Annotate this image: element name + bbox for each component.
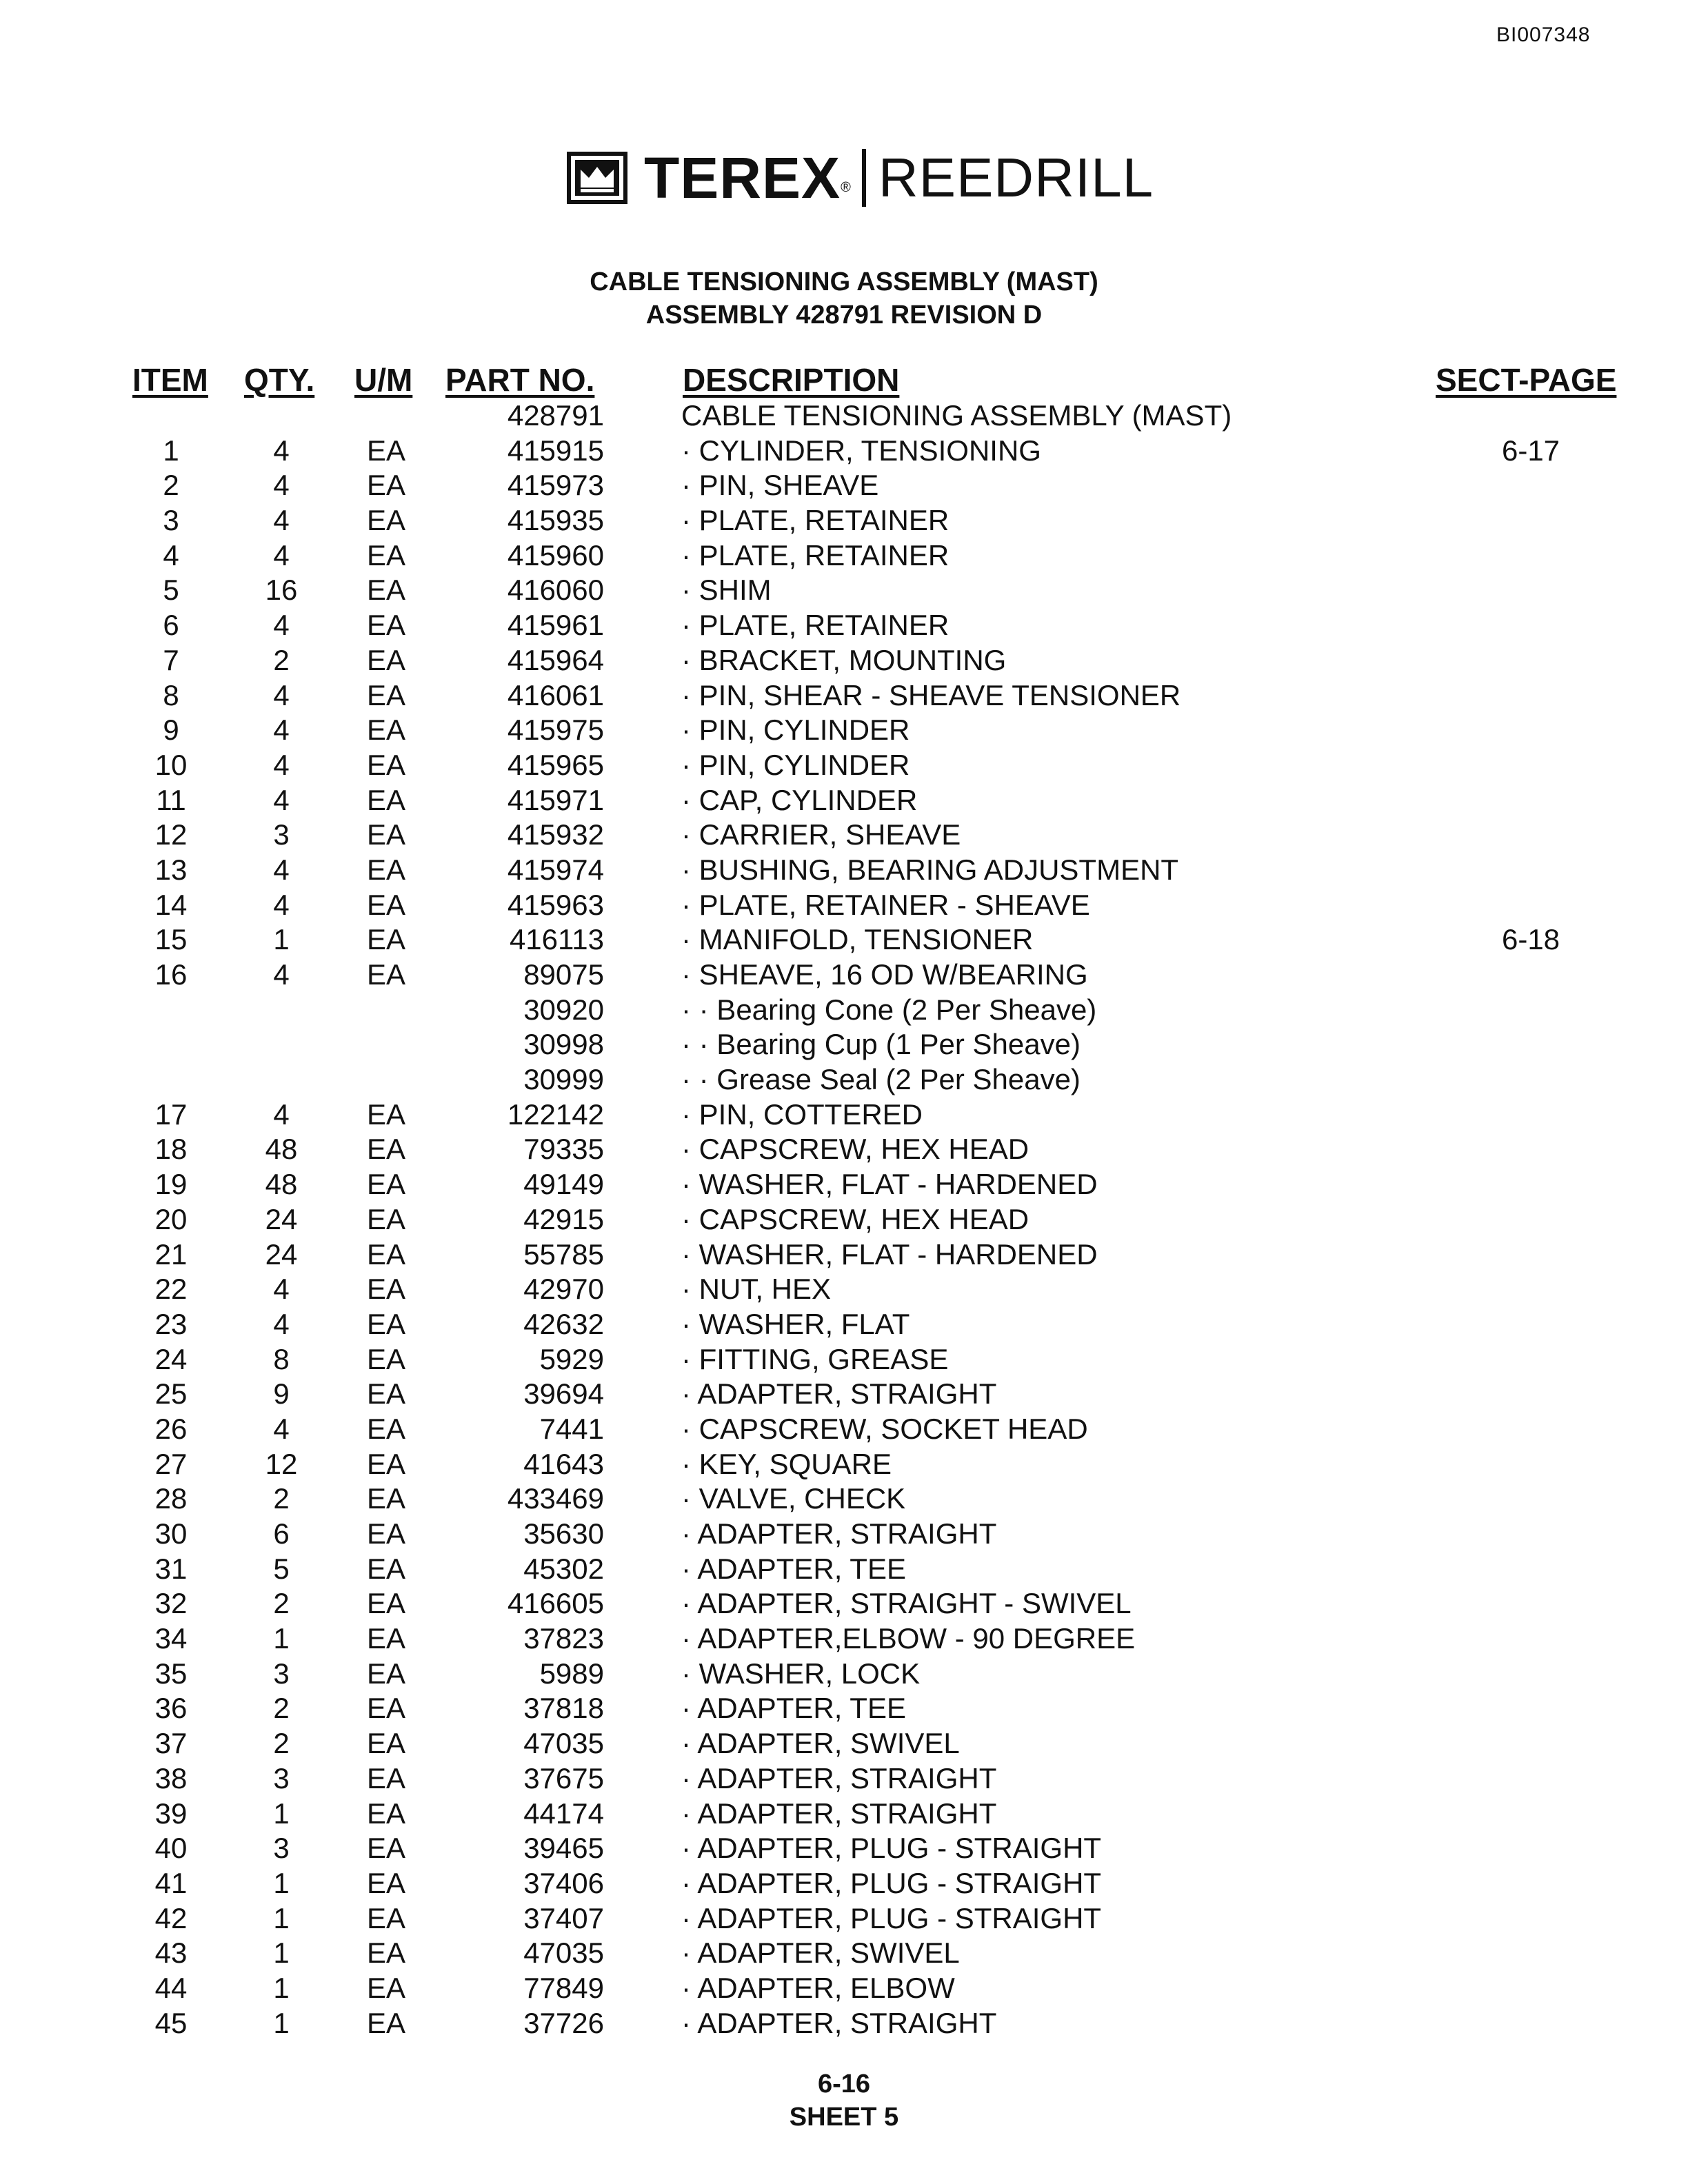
description-cell: · WASHER, FLAT (681, 1307, 910, 1340)
part-number-cell: 122142 (507, 1098, 604, 1131)
part-number-cell: 45302 (523, 1552, 604, 1585)
um-cell: EA (366, 1832, 406, 1865)
um-cell: EA (366, 538, 406, 572)
table-row (0, 1621, 1688, 1657)
qty-cell: 4 (273, 434, 290, 467)
description-cell: · CAPSCREW, SOCKET HEAD (681, 1412, 1088, 1445)
part-number-cell: 415963 (507, 888, 604, 921)
um-cell: EA (366, 783, 406, 816)
description-cell: · FITTING, GREASE (681, 1342, 949, 1375)
qty-cell: 4 (273, 538, 290, 572)
qty-cell: 1 (273, 1797, 290, 1830)
um-cell: EA (366, 714, 406, 747)
table-row (0, 1586, 1688, 1621)
um-cell: EA (366, 1273, 406, 1306)
sheet-number: SHEET 5 (789, 2103, 899, 2132)
qty-cell: 4 (273, 853, 290, 886)
item-cell: 40 (154, 1832, 188, 1865)
item-cell: 16 (154, 958, 188, 991)
column-header-sect-page: SECT-PAGE (1436, 362, 1617, 398)
item-cell: 10 (154, 748, 188, 781)
item-cell: 15 (154, 923, 188, 956)
table-row (0, 1062, 1688, 1098)
item-cell: 36 (154, 1692, 188, 1725)
part-number-cell: 41643 (523, 1447, 604, 1480)
column-header-um: U/M (354, 362, 413, 398)
column-header-qty: QTY. (244, 362, 315, 398)
description-cell: · MANIFOLD, TENSIONER (681, 923, 1034, 956)
item-cell: 32 (154, 1587, 188, 1620)
description-cell: · NUT, HEX (681, 1273, 832, 1306)
table-row (0, 1726, 1688, 1761)
table-row (0, 573, 1688, 608)
item-cell: 42 (154, 1901, 188, 1934)
um-cell: EA (366, 1237, 406, 1271)
qty-cell: 4 (273, 748, 290, 781)
description-cell: · ADAPTER, STRAIGHT (681, 1761, 997, 1794)
description-cell: · CAPSCREW, HEX HEAD (681, 1202, 1029, 1235)
um-cell: EA (366, 1482, 406, 1515)
document-title: CABLE TENSIONING ASSEMBLY (MAST) (590, 267, 1098, 296)
item-cell: 17 (154, 1098, 188, 1131)
part-number-cell: 47035 (523, 1937, 604, 1970)
part-number-cell: 39694 (523, 1377, 604, 1410)
description-cell: · ADAPTER,ELBOW - 90 DEGREE (681, 1622, 1136, 1655)
part-number-cell: 37823 (523, 1622, 604, 1655)
description-cell: · ADAPTER, STRAIGHT (681, 2006, 997, 2039)
part-number-cell: 415971 (507, 783, 604, 816)
part-number-cell: 47035 (523, 1727, 604, 1760)
part-number-cell: 428791 (507, 399, 604, 432)
table-row (0, 1482, 1688, 1517)
um-cell: EA (366, 574, 406, 607)
part-number-cell: 37406 (523, 1866, 604, 1899)
description-cell: · PIN, CYLINDER (681, 714, 910, 747)
qty-cell: 24 (265, 1202, 298, 1235)
part-number-cell: 39465 (523, 1832, 604, 1865)
column-header-item: ITEM (132, 362, 208, 398)
item-cell: 23 (154, 1307, 188, 1340)
table-row (0, 434, 1688, 469)
description-cell: · WASHER, LOCK (681, 1657, 921, 1690)
qty-cell: 4 (273, 1273, 290, 1306)
um-cell: EA (366, 888, 406, 921)
table-row (0, 818, 1688, 853)
table-row (0, 1517, 1688, 1552)
description-cell: · PIN, SHEAR - SHEAVE TENSIONER (681, 678, 1181, 711)
table-row (0, 1447, 1688, 1482)
description-cell: · PLATE, RETAINER - SHEAVE (681, 888, 1090, 921)
sect-page-cell: 6-18 (1501, 923, 1560, 956)
description-cell: · ADAPTER, STRAIGHT (681, 1797, 997, 1830)
item-cell: 8 (163, 678, 179, 711)
logo-divider (862, 149, 866, 207)
table-row (0, 1342, 1688, 1377)
description-cell: · ADAPTER, STRAIGHT (681, 1517, 997, 1550)
document-subtitle: ASSEMBLY 428791 REVISION D (645, 301, 1043, 330)
um-cell: EA (366, 1657, 406, 1690)
table-row (0, 608, 1688, 643)
qty-cell: 1 (273, 1971, 290, 2004)
item-cell: 7 (163, 643, 179, 676)
qty-cell: 48 (265, 1133, 298, 1166)
qty-cell: 2 (273, 1587, 290, 1620)
um-cell: EA (366, 1971, 406, 2004)
part-number-cell: 37818 (523, 1692, 604, 1725)
um-cell: EA (366, 609, 406, 642)
um-cell: EA (366, 1692, 406, 1725)
qty-cell: 1 (273, 1937, 290, 1970)
table-row (0, 958, 1688, 993)
um-cell: EA (366, 1342, 406, 1375)
part-number-cell: 415932 (507, 818, 604, 851)
table-row (0, 853, 1688, 888)
registered-mark: ® (841, 180, 851, 195)
part-number-cell: 35630 (523, 1517, 604, 1550)
item-cell: 34 (154, 1622, 188, 1655)
description-cell: · ADAPTER, PLUG - STRAIGHT (681, 1832, 1102, 1865)
um-cell: EA (366, 748, 406, 781)
qty-cell: 1 (273, 1622, 290, 1655)
um-cell: EA (366, 434, 406, 467)
part-number-cell: 77849 (523, 1971, 604, 2004)
qty-cell: 4 (273, 678, 290, 711)
um-cell: EA (366, 1377, 406, 1410)
item-cell: 39 (154, 1797, 188, 1830)
um-cell: EA (366, 1307, 406, 1340)
item-cell: 13 (154, 853, 188, 886)
description-cell: · BUSHING, BEARING ADJUSTMENT (681, 853, 1179, 886)
table-row (0, 1098, 1688, 1133)
item-cell: 26 (154, 1412, 188, 1445)
table-row (0, 1936, 1688, 1971)
um-cell: EA (366, 469, 406, 502)
item-cell: 43 (154, 1937, 188, 1970)
description-cell: · · Bearing Cone (2 Per Sheave) (681, 993, 1097, 1026)
qty-cell: 1 (273, 923, 290, 956)
um-cell: EA (366, 1202, 406, 1235)
description-cell: · BRACKET, MOUNTING (681, 643, 1007, 676)
qty-cell: 4 (273, 783, 290, 816)
part-number-cell: 30999 (523, 1063, 604, 1096)
item-cell: 22 (154, 1273, 188, 1306)
document-id: BI007348 (1496, 23, 1591, 46)
qty-cell: 2 (273, 1482, 290, 1515)
description-cell: · SHIM (681, 574, 772, 607)
qty-cell: 4 (273, 469, 290, 502)
qty-cell: 3 (273, 1657, 290, 1690)
um-cell: EA (366, 643, 406, 676)
description-cell: · ADAPTER, PLUG - STRAIGHT (681, 1866, 1102, 1899)
description-cell: · ADAPTER, TEE (681, 1692, 906, 1725)
table-row (0, 1797, 1688, 1832)
table-row (0, 1901, 1688, 1937)
brand-name: TEREX (644, 145, 841, 210)
um-cell: EA (366, 1797, 406, 1830)
qty-cell: 4 (273, 958, 290, 991)
description-cell: · · Grease Seal (2 Per Sheave) (681, 1063, 1081, 1096)
qty-cell: 1 (273, 2006, 290, 2039)
description-cell: · ADAPTER, ELBOW (681, 1971, 955, 2004)
item-cell: 18 (154, 1133, 188, 1166)
table-row (0, 1132, 1688, 1167)
part-number-cell: 55785 (523, 1237, 604, 1271)
part-number-cell: 416113 (509, 923, 604, 956)
um-cell: EA (366, 1937, 406, 1970)
description-cell: · ADAPTER, SWIVEL (681, 1937, 960, 1970)
description-cell: · CAPSCREW, HEX HEAD (681, 1133, 1029, 1166)
item-cell: 3 (163, 504, 179, 537)
table-row (0, 1761, 1688, 1797)
um-cell: EA (366, 1761, 406, 1794)
part-number-cell: 415975 (507, 714, 604, 747)
um-cell: EA (366, 1587, 406, 1620)
table-row (0, 922, 1688, 958)
description-cell: · CYLINDER, TENSIONING (681, 434, 1041, 467)
table-row (0, 993, 1688, 1028)
table-row (0, 1202, 1688, 1237)
part-number-cell: 42632 (523, 1307, 604, 1340)
table-row (0, 643, 1688, 678)
um-cell: EA (366, 853, 406, 886)
description-cell: · SHEAVE, 16 OD W/BEARING (681, 958, 1088, 991)
um-cell: EA (366, 1447, 406, 1480)
description-cell: · · Bearing Cup (1 Per Sheave) (681, 1028, 1081, 1061)
qty-cell: 16 (265, 574, 298, 607)
product-name: REEDRILL (878, 147, 1154, 208)
um-cell: EA (366, 818, 406, 851)
description-cell: · PLATE, RETAINER (681, 504, 950, 537)
qty-cell: 48 (265, 1168, 298, 1201)
description-cell: · PIN, COTTERED (681, 1098, 923, 1131)
um-cell: EA (366, 1901, 406, 1934)
column-header-part-no: PART NO. (445, 362, 595, 398)
table-row (0, 2006, 1688, 2041)
part-number-cell: 416061 (507, 678, 604, 711)
um-cell: EA (366, 1412, 406, 1445)
item-cell: 27 (154, 1447, 188, 1480)
qty-cell: 3 (273, 818, 290, 851)
table-row (0, 1971, 1688, 2006)
qty-cell: 2 (273, 1692, 290, 1725)
um-cell: EA (366, 1552, 406, 1585)
qty-cell: 4 (273, 1098, 290, 1131)
table-row (0, 1272, 1688, 1307)
qty-cell: 4 (273, 1307, 290, 1340)
part-number-cell: 415960 (507, 538, 604, 572)
item-cell: 28 (154, 1482, 188, 1515)
description-cell: · VALVE, CHECK (681, 1482, 906, 1515)
description-cell: · PLATE, RETAINER (681, 538, 950, 572)
item-cell: 45 (154, 2006, 188, 2039)
description-cell: · CARRIER, SHEAVE (681, 818, 961, 851)
table-row (0, 1412, 1688, 1447)
description-cell: CABLE TENSIONING ASSEMBLY (MAST) (681, 399, 1232, 432)
table-row (0, 468, 1688, 503)
terex-reedrill-logo (567, 146, 1154, 210)
description-cell: · PLATE, RETAINER (681, 609, 950, 642)
table-row (0, 398, 1688, 434)
description-cell: · ADAPTER, TEE (681, 1552, 906, 1585)
table-row (0, 678, 1688, 714)
item-cell: 35 (154, 1657, 188, 1690)
qty-cell: 2 (273, 643, 290, 676)
item-cell: 19 (154, 1168, 188, 1201)
qty-cell: 4 (273, 888, 290, 921)
qty-cell: 2 (273, 1727, 290, 1760)
item-cell: 44 (154, 1971, 188, 2004)
part-number-cell: 415974 (507, 853, 604, 886)
qty-cell: 1 (273, 1866, 290, 1899)
part-number-cell: 416605 (507, 1587, 604, 1620)
column-header-description: DESCRIPTION (683, 362, 900, 398)
description-cell: · WASHER, FLAT - HARDENED (681, 1168, 1098, 1201)
item-cell: 38 (154, 1761, 188, 1794)
parts-list (0, 398, 1688, 2041)
description-cell: · PIN, CYLINDER (681, 748, 910, 781)
item-cell: 4 (163, 538, 179, 572)
qty-cell: 9 (273, 1377, 290, 1410)
part-number-cell: 5929 (539, 1342, 604, 1375)
table-row (0, 748, 1688, 783)
qty-cell: 8 (273, 1342, 290, 1375)
um-cell: EA (366, 504, 406, 537)
part-number-cell: 89075 (523, 958, 604, 991)
item-cell: 12 (154, 818, 188, 851)
part-number-cell: 30998 (523, 1028, 604, 1061)
part-number-cell: 37407 (523, 1901, 604, 1934)
item-cell: 5 (163, 574, 179, 607)
description-cell: · WASHER, FLAT - HARDENED (681, 1237, 1098, 1271)
item-cell: 31 (154, 1552, 188, 1585)
part-number-cell: 415961 (507, 609, 604, 642)
um-cell: EA (366, 1517, 406, 1550)
um-cell: EA (366, 1098, 406, 1131)
part-number-cell: 5989 (539, 1657, 604, 1690)
qty-cell: 1 (273, 1901, 290, 1934)
table-row (0, 888, 1688, 923)
table-row (0, 1552, 1688, 1587)
sect-page-cell: 6-17 (1501, 434, 1560, 467)
page-number: 6-16 (817, 2070, 871, 2099)
part-number-cell: 7441 (539, 1412, 604, 1445)
part-number-cell: 415965 (507, 748, 604, 781)
qty-cell: 4 (273, 714, 290, 747)
part-number-cell: 415964 (507, 643, 604, 676)
qty-cell: 6 (273, 1517, 290, 1550)
part-number-cell: 42915 (523, 1202, 604, 1235)
terex-crown-icon (567, 152, 627, 204)
item-cell: 11 (156, 783, 186, 816)
item-cell: 21 (154, 1237, 188, 1271)
um-cell: EA (366, 678, 406, 711)
item-cell: 20 (154, 1202, 188, 1235)
part-number-cell: 415935 (507, 504, 604, 537)
item-cell: 25 (154, 1377, 188, 1410)
table-row (0, 1691, 1688, 1726)
um-cell: EA (366, 923, 406, 956)
table-row (0, 1831, 1688, 1866)
part-number-cell: 416060 (507, 574, 604, 607)
table-row (0, 1657, 1688, 1692)
table-row (0, 1307, 1688, 1342)
um-cell: EA (366, 1622, 406, 1655)
um-cell: EA (366, 1866, 406, 1899)
description-cell: · PIN, SHEAVE (681, 469, 879, 502)
item-cell: 9 (163, 714, 179, 747)
description-cell: · ADAPTER, SWIVEL (681, 1727, 960, 1760)
description-cell: · ADAPTER, STRAIGHT - SWIVEL (681, 1587, 1132, 1620)
um-cell: EA (366, 2006, 406, 2039)
part-number-cell: 415915 (507, 434, 604, 467)
item-cell: 14 (154, 888, 188, 921)
part-number-cell: 415973 (507, 469, 604, 502)
qty-cell: 24 (265, 1237, 298, 1271)
table-row (0, 713, 1688, 748)
qty-cell: 4 (273, 609, 290, 642)
part-number-cell: 79335 (523, 1133, 604, 1166)
part-number-cell: 42970 (523, 1273, 604, 1306)
description-cell: · ADAPTER, PLUG - STRAIGHT (681, 1901, 1102, 1934)
part-number-cell: 44174 (523, 1797, 604, 1830)
item-cell: 2 (163, 469, 179, 502)
um-cell: EA (366, 1168, 406, 1201)
description-cell: · ADAPTER, STRAIGHT (681, 1377, 997, 1410)
table-row (0, 1866, 1688, 1901)
item-cell: 41 (154, 1866, 188, 1899)
part-number-cell: 37726 (523, 2006, 604, 2039)
table-row (0, 538, 1688, 574)
qty-cell: 5 (273, 1552, 290, 1585)
table-row (0, 1377, 1688, 1412)
um-cell: EA (366, 958, 406, 991)
qty-cell: 4 (273, 1412, 290, 1445)
item-cell: 6 (163, 609, 179, 642)
part-number-cell: 37675 (523, 1761, 604, 1794)
qty-cell: 3 (273, 1761, 290, 1794)
qty-cell: 3 (273, 1832, 290, 1865)
table-row (0, 503, 1688, 538)
part-number-cell: 49149 (523, 1168, 604, 1201)
um-cell: EA (366, 1133, 406, 1166)
part-number-cell: 433469 (507, 1482, 604, 1515)
table-row (0, 783, 1688, 818)
table-row (0, 1027, 1688, 1062)
description-cell: · KEY, SQUARE (681, 1447, 892, 1480)
table-row (0, 1167, 1688, 1202)
item-cell: 37 (154, 1727, 188, 1760)
um-cell: EA (366, 1727, 406, 1760)
qty-cell: 12 (265, 1447, 298, 1480)
item-cell: 24 (154, 1342, 188, 1375)
item-cell: 30 (154, 1517, 188, 1550)
qty-cell: 4 (273, 504, 290, 537)
table-row (0, 1237, 1688, 1273)
item-cell: 1 (163, 434, 179, 467)
description-cell: · CAP, CYLINDER (681, 783, 918, 816)
part-number-cell: 30920 (523, 993, 604, 1026)
